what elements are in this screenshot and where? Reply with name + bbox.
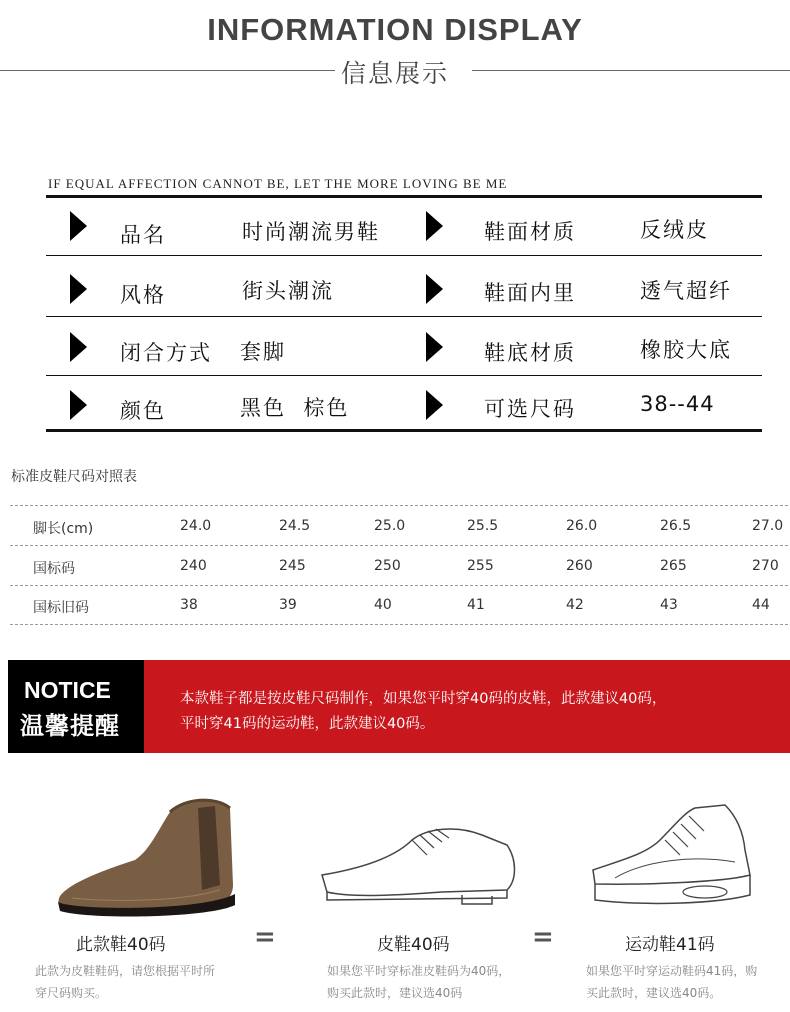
table-divider	[10, 624, 788, 625]
notice-heading-zh: 温馨提醒	[20, 712, 120, 740]
table-divider	[10, 585, 788, 586]
size-cell: 24.0	[180, 518, 212, 534]
size-cell: 27.0	[752, 518, 784, 534]
size-cell: 40	[374, 597, 392, 613]
spec-row	[46, 257, 762, 315]
size-cell: 255	[467, 558, 494, 574]
notice-banner	[8, 660, 790, 753]
size-cell: 41	[467, 597, 485, 613]
table-divider	[10, 505, 788, 506]
size-cell: 240	[180, 558, 207, 574]
triangle-bullet-icon	[426, 211, 443, 241]
motto-text: IF EQUAL AFFECTION CANNOT BE, LET THE MORE LOVING BE ME	[48, 176, 508, 191]
spec-label: 风格	[120, 283, 166, 307]
equals-sign: =	[254, 922, 276, 952]
spec-row	[46, 377, 762, 435]
table-divider	[10, 545, 788, 546]
spec-label: 鞋底材质	[484, 341, 576, 365]
spec-label: 闭合方式	[120, 341, 212, 365]
spec-label: 可选尺码	[484, 397, 576, 421]
triangle-bullet-icon	[70, 332, 87, 362]
shoe-note: 如果您平时穿运动鞋码41码，购 买此款时，建议选40码。	[586, 964, 758, 1000]
shoe-caption: 皮鞋40码	[377, 935, 450, 955]
size-cell: 270	[752, 558, 779, 574]
spec-rule	[46, 316, 762, 317]
triangle-bullet-icon	[426, 390, 443, 420]
spec-value: 橡胶大底	[640, 338, 732, 362]
leather-shoe-outline-image	[312, 820, 522, 910]
equals-sign: =	[532, 922, 554, 952]
size-row-label: 脚长(cm)	[33, 521, 94, 537]
spec-label: 品名	[120, 223, 166, 247]
triangle-bullet-icon	[70, 211, 87, 241]
spec-value: 38--44	[640, 392, 715, 416]
notice-text: 平时穿41码的运动鞋，此款建议40码。	[180, 716, 435, 732]
size-cell: 265	[660, 558, 687, 574]
spec-value: 透气超纤	[640, 279, 732, 303]
size-cell: 26.0	[566, 518, 598, 534]
notice-text: 本款鞋子都是按皮鞋尺码制作，如果您平时穿40码的皮鞋，此款建议40码，	[180, 691, 667, 707]
spec-value: 街头潮流	[242, 279, 334, 303]
spec-value: 套脚	[240, 340, 286, 364]
size-cell: 44	[752, 597, 770, 613]
size-cell: 24.5	[279, 518, 311, 534]
shoe-note: 如果您平时穿标准皮鞋码为40码， 购买此款时，建议选40码	[327, 964, 511, 1000]
size-cell: 39	[279, 597, 297, 613]
page-subtitle: 信息展示	[340, 59, 449, 88]
shoe-caption: 此款鞋40码	[76, 935, 166, 955]
size-table-title: 标准皮鞋尺码对照表	[11, 469, 137, 485]
spec-value: 反绒皮	[640, 218, 709, 242]
triangle-bullet-icon	[426, 274, 443, 304]
triangle-bullet-icon	[70, 390, 87, 420]
spec-label: 颜色	[120, 399, 166, 423]
size-row-label: 国标码	[33, 561, 75, 577]
size-cell: 260	[566, 558, 593, 574]
page-title: INFORMATION DISPLAY	[207, 12, 583, 47]
size-cell: 25.5	[467, 518, 499, 534]
size-cell: 25.0	[374, 518, 406, 534]
notice-heading: NOTICE	[24, 677, 111, 703]
size-cell: 43	[660, 597, 678, 613]
notice-body	[144, 660, 790, 753]
notice-badge	[8, 660, 144, 753]
size-cell: 245	[279, 558, 306, 574]
triangle-bullet-icon	[70, 274, 87, 304]
spec-value: 时尚潮流男鞋	[242, 220, 380, 244]
shoe-caption: 运动鞋41码	[625, 935, 715, 955]
size-cell: 26.5	[660, 518, 692, 534]
spec-value: 黑色 棕色	[240, 396, 350, 420]
size-cell: 38	[180, 597, 198, 613]
sneaker-outline-image	[585, 800, 760, 915]
size-row-label: 国标旧码	[33, 600, 89, 616]
size-cell: 250	[374, 558, 401, 574]
triangle-bullet-icon	[426, 332, 443, 362]
spec-label: 鞋面材质	[484, 220, 576, 244]
shoe-note: 此款为皮鞋鞋码，请您根据平时所 穿尺码购买。	[35, 964, 216, 1000]
spec-row	[46, 318, 762, 376]
size-cell: 42	[566, 597, 584, 613]
spec-label: 鞋面内里	[484, 281, 576, 305]
spec-row	[46, 198, 762, 256]
chelsea-boot-image	[50, 790, 240, 920]
